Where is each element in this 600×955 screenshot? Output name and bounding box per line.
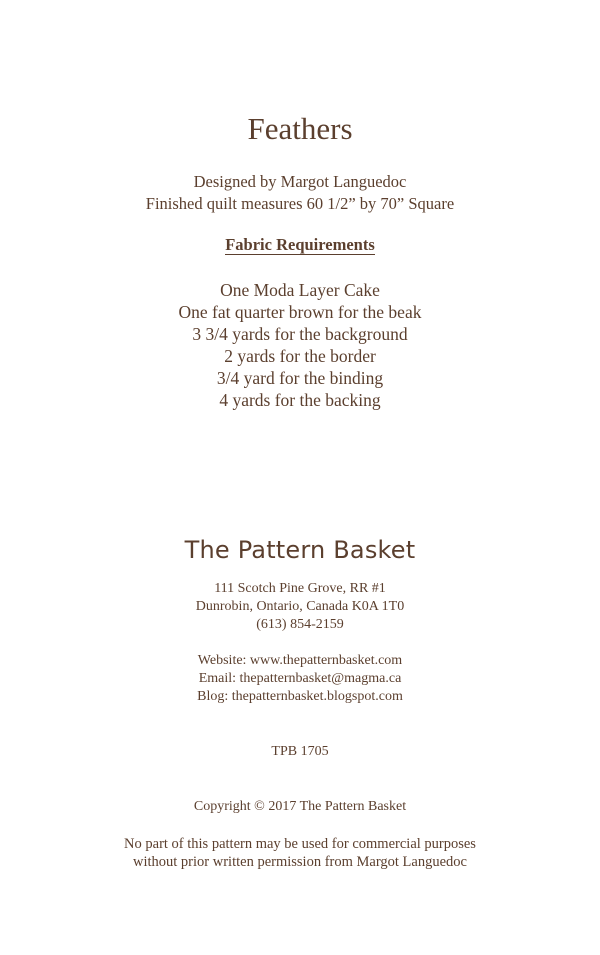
requirement-item: 4 yards for the backing: [219, 390, 381, 410]
usage-notice-line-2: without prior written permission from Margot Languedoc: [133, 854, 467, 870]
pattern-number: TPB 1705: [271, 744, 329, 759]
copyright-notice: Copyright © 2017 The Pattern Basket: [193, 799, 407, 814]
usage-notice-line-1: No part of this pattern may be used for commercial purposes: [124, 836, 476, 852]
address-line-1: 111 Scotch Pine Grove, RR #1: [214, 581, 386, 596]
pattern-title: Feathers: [247, 111, 353, 146]
requirement-item: One fat quarter brown for the beak: [178, 302, 422, 322]
website-link: Website: www.thepatternbasket.com: [197, 653, 403, 668]
blog-link: Blog: thepatternbasket.blogspot.com: [197, 689, 403, 704]
requirement-item: 3/4 yard for the binding: [216, 368, 384, 388]
designer-credit: Designed by Margot Languedoc: [193, 172, 407, 191]
requirement-item: 3 3/4 yards for the background: [192, 324, 408, 344]
requirement-item: One Moda Layer Cake: [220, 280, 380, 300]
requirement-item: 2 yards for the border: [224, 346, 376, 366]
publisher-name: The Pattern Basket: [184, 536, 416, 564]
phone-number: (613) 854-2159: [256, 617, 344, 632]
email-address: Email: thepatternbasket@magma.ca: [198, 671, 402, 686]
finished-size: Finished quilt measures 60 1/2” by 70” Square: [145, 194, 455, 213]
fabric-requirements-heading-text: Fabric Requirements: [225, 235, 375, 254]
fabric-requirements-heading: [0, 235, 600, 255]
address-line-2: Dunrobin, Ontario, Canada K0A 1T0: [195, 599, 405, 614]
